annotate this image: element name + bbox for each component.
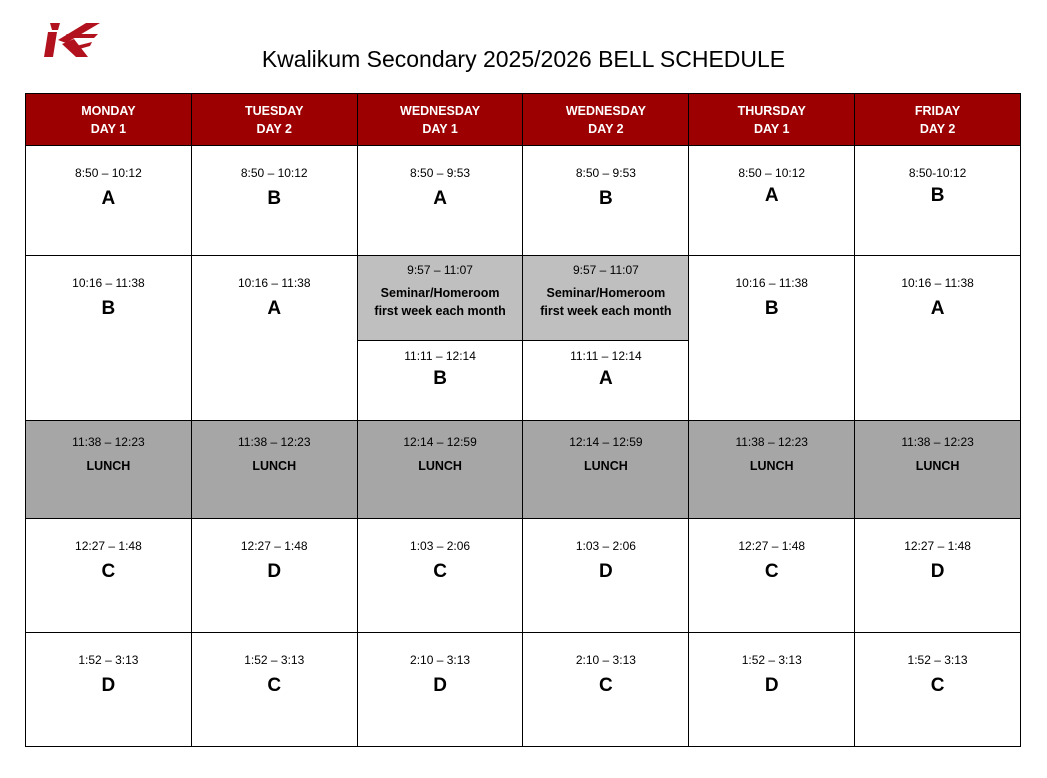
seminar-label [523, 284, 688, 320]
lunch-cell [191, 421, 357, 519]
lunch-label: LUNCH [86, 459, 131, 473]
period-time: 10:16 – 11:38 [72, 276, 145, 290]
lunch-label: LUNCH [749, 459, 794, 473]
schedule-cell [357, 519, 523, 633]
seminar-line-2: first week each month [374, 304, 506, 318]
block-letter: B [764, 298, 779, 319]
day-number: DAY 2 [588, 121, 624, 136]
seminar-label [358, 284, 523, 320]
block-letter: D [267, 561, 282, 582]
class-section [358, 341, 523, 420]
block-letter: B [433, 368, 447, 389]
period-time: 1:52 – 3:13 [244, 653, 305, 667]
day-number: DAY 1 [422, 121, 458, 136]
lunch-label: LUNCH [418, 459, 462, 473]
lunch-cell [26, 421, 192, 519]
lunch-time: 12:14 – 12:59 [403, 435, 477, 449]
bell-schedule-table [25, 93, 1021, 747]
period-time: 2:10 – 3:13 [575, 653, 636, 667]
block-letter: C [101, 561, 116, 582]
seminar-time: 9:57 – 11:07 [572, 263, 639, 277]
lunch-time: 12:14 – 12:59 [569, 435, 643, 449]
seminar-section [523, 256, 688, 341]
block-letter: B [267, 188, 282, 209]
lunch-label: LUNCH [915, 459, 960, 473]
schedule-cell [689, 146, 855, 256]
period-time: 1:52 – 3:13 [741, 653, 802, 667]
schedule-cell [689, 633, 855, 747]
block-letter: D [599, 561, 613, 582]
schedule-row-block2 [26, 256, 1021, 421]
seminar-time: 9:57 – 11:07 [407, 263, 473, 277]
schedule-row-block1 [26, 146, 1021, 256]
period-time: 1:52 – 3:13 [907, 653, 968, 667]
schedule-cell [855, 256, 1021, 421]
period-time: 8:50 – 10:12 [75, 166, 142, 180]
block-letter: A [267, 298, 282, 319]
block-letter: A [599, 368, 613, 389]
period-time: 8:50 – 9:53 [575, 166, 636, 180]
period-time: 10:16 – 11:38 [735, 276, 808, 290]
seminar-line-2: first week each month [540, 304, 672, 318]
schedule-cell [855, 146, 1021, 256]
block-letter: D [101, 675, 116, 696]
schedule-cell [689, 519, 855, 633]
block-letter: A [101, 188, 116, 209]
seminar-section [358, 256, 523, 341]
schedule-cell [357, 146, 523, 256]
block-letter: C [267, 675, 282, 696]
schedule-cell [26, 633, 192, 747]
schedule-cell [523, 146, 689, 256]
schedule-cell [26, 519, 192, 633]
period-time: 12:27 – 1:48 [75, 539, 142, 553]
period-time: 10:16 – 11:38 [901, 276, 974, 290]
table-header-row [26, 94, 1021, 146]
schedule-cell [357, 633, 523, 747]
day-name: MONDAY [81, 103, 136, 118]
day-name: TUESDAY [244, 103, 304, 118]
period-time: 8:50 – 10:12 [240, 166, 308, 180]
schedule-cell [26, 146, 192, 256]
period-time: 12:27 – 1:48 [738, 539, 806, 553]
block-letter: D [433, 675, 447, 696]
day-name: WEDNESDAY [400, 103, 481, 118]
schedule-cell [191, 256, 357, 421]
block-letter: C [599, 675, 613, 696]
column-header-monday [26, 94, 192, 146]
period-time: 8:50-10:12 [908, 166, 967, 180]
column-header-wednesday-day1 [357, 94, 523, 146]
block-letter: A [433, 188, 447, 209]
block-letter: B [101, 298, 116, 319]
schedule-cell [855, 519, 1021, 633]
lunch-label: LUNCH [252, 459, 297, 473]
lunch-cell [523, 421, 689, 519]
period-time: 8:50 – 10:12 [738, 166, 806, 180]
period-time: 1:52 – 3:13 [78, 653, 139, 667]
lunch-cell [357, 421, 523, 519]
block-letter: A [930, 298, 945, 319]
period-time: 10:16 – 11:38 [237, 276, 311, 290]
day-name: THURSDAY [737, 103, 806, 118]
schedule-row-block4 [26, 633, 1021, 747]
block-letter: B [930, 185, 945, 206]
lunch-time: 11:38 – 12:23 [237, 435, 311, 449]
column-header-tuesday [191, 94, 357, 146]
column-header-thursday [689, 94, 855, 146]
day-number: DAY 1 [90, 121, 127, 136]
schedule-cell [689, 256, 855, 421]
block-letter: B [599, 188, 613, 209]
schedule-cell [26, 256, 192, 421]
schedule-cell [191, 633, 357, 747]
schedule-cell [523, 633, 689, 747]
schedule-cell [855, 633, 1021, 747]
day-name: FRIDAY [914, 103, 961, 118]
schedule-cell [523, 519, 689, 633]
class-section [523, 341, 688, 420]
lunch-cell [855, 421, 1021, 519]
schedule-cell [191, 146, 357, 256]
day-number: DAY 2 [919, 121, 956, 136]
period-time: 12:27 – 1:48 [240, 539, 308, 553]
column-header-friday [855, 94, 1021, 146]
period-time: 2:10 – 3:13 [410, 653, 471, 667]
period-time: 12:27 – 1:48 [904, 539, 971, 553]
block-letter: C [433, 561, 447, 582]
schedule-row-block3 [26, 519, 1021, 633]
block-letter: D [930, 561, 945, 582]
period-time: 11:11 – 12:14 [404, 349, 476, 363]
lunch-time: 11:38 – 12:23 [72, 435, 145, 449]
block-letter: C [764, 561, 779, 582]
lunch-label: LUNCH [584, 459, 628, 473]
block-letter: C [930, 675, 945, 696]
schedule-cell [191, 519, 357, 633]
column-header-wednesday-day2 [523, 94, 689, 146]
period-time: 8:50 – 9:53 [410, 166, 471, 180]
period-time: 1:03 – 2:06 [410, 539, 471, 553]
day-number: DAY 1 [754, 121, 790, 136]
day-number: DAY 2 [256, 121, 292, 136]
schedule-cell-split [357, 256, 523, 421]
day-name: WEDNESDAY [565, 103, 646, 118]
block-letter: D [764, 675, 779, 696]
lunch-time: 11:38 – 12:23 [901, 435, 974, 449]
schedule-cell-split [523, 256, 689, 421]
lunch-time: 11:38 – 12:23 [735, 435, 808, 449]
seminar-line-1: Seminar/Homeroom [380, 286, 500, 300]
page-title: Kwalikum Secondary 2025/2026 BELL SCHEDULE [261, 46, 786, 72]
schedule-row-lunch [26, 421, 1021, 519]
period-time: 11:11 – 12:14 [570, 349, 642, 363]
block-letter: A [764, 185, 779, 206]
seminar-line-1: Seminar/Homeroom [546, 286, 666, 300]
lunch-cell [689, 421, 855, 519]
period-time: 1:03 – 2:06 [575, 539, 636, 553]
